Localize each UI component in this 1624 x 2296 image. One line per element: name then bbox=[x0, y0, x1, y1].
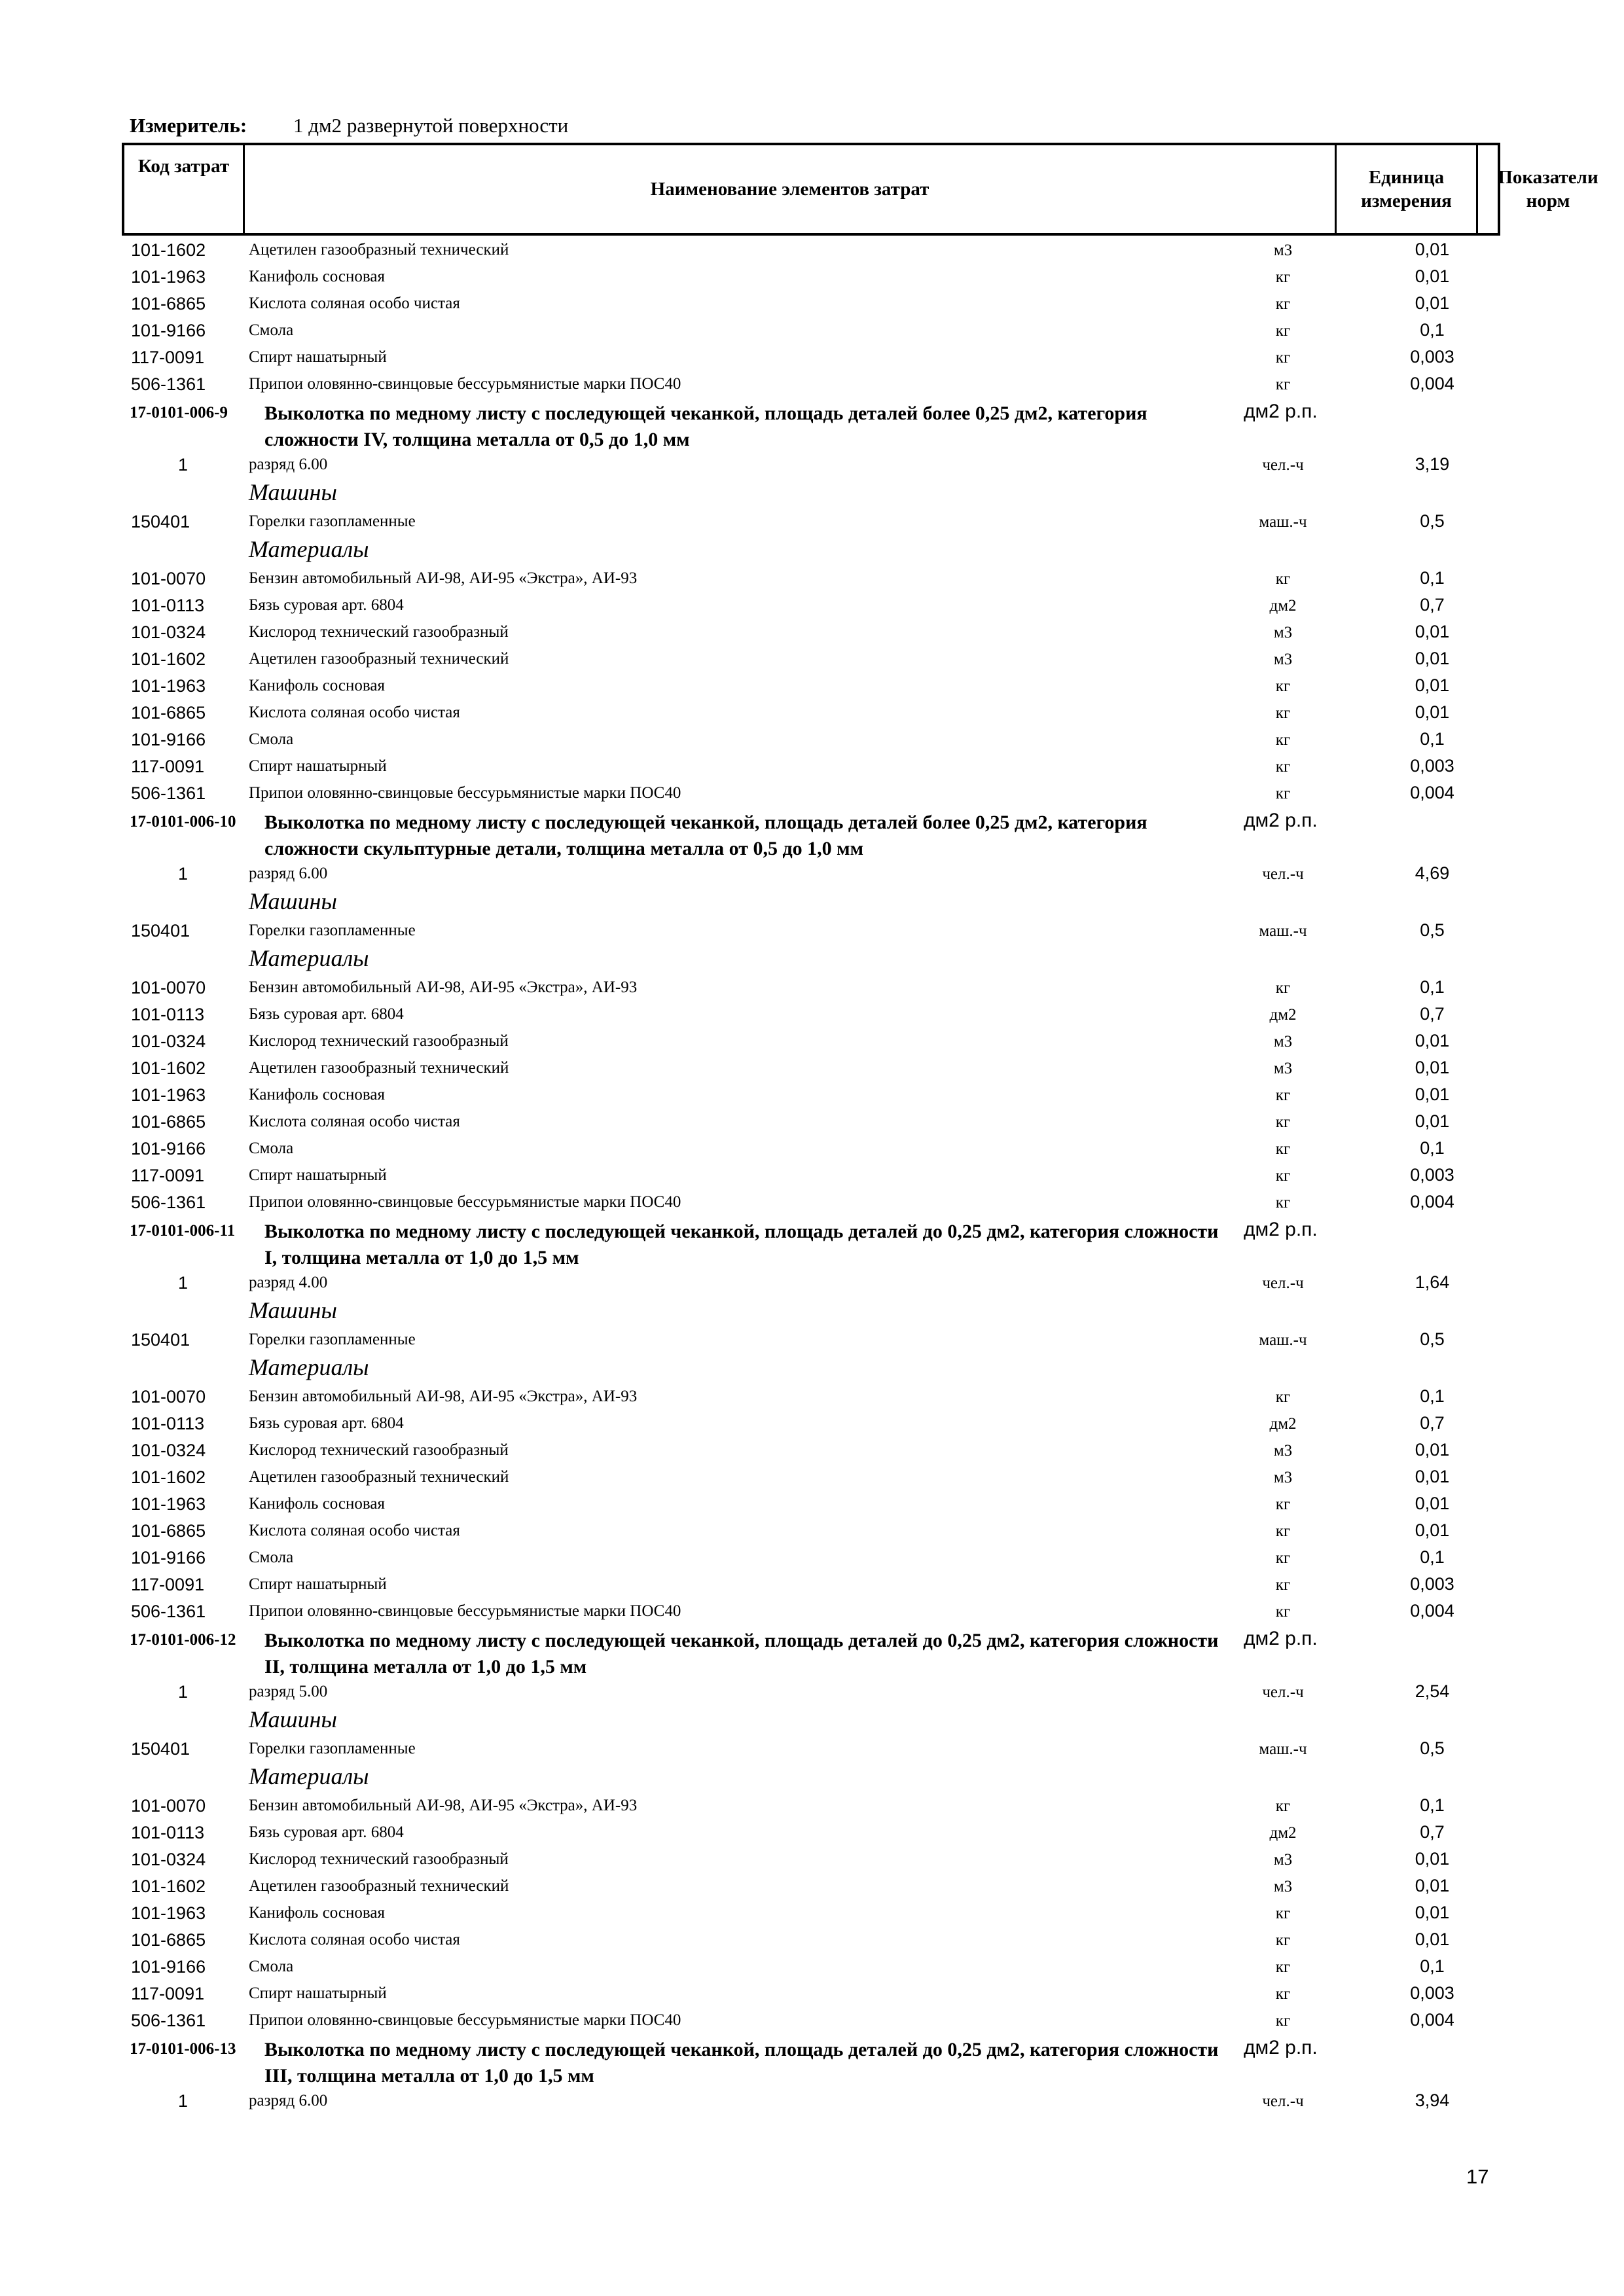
row-unit: м3 bbox=[1273, 1442, 1293, 1460]
row-unit: кг bbox=[1275, 1194, 1291, 1211]
table-row bbox=[0, 1189, 1624, 1216]
row-value: 0,01 bbox=[1415, 1440, 1450, 1460]
row-value: 0,5 bbox=[1420, 920, 1445, 940]
row-value: 1,64 bbox=[1415, 1272, 1450, 1292]
row-name: Бязь суровая арт. 6804 bbox=[249, 1823, 404, 1841]
table-row bbox=[0, 726, 1624, 753]
row-value: 0,01 bbox=[1415, 293, 1450, 313]
row-name: Кислота соляная особо чистая bbox=[249, 1113, 460, 1130]
table-row bbox=[0, 1270, 1624, 1297]
row-value: 0,01 bbox=[1415, 1929, 1450, 1949]
row-value: 0,004 bbox=[1410, 783, 1454, 802]
row-code: 150401 bbox=[131, 512, 190, 531]
table-row bbox=[0, 1598, 1624, 1625]
table-row bbox=[0, 291, 1624, 317]
row-name: Припои оловянно-свинцовые бессурьмянистые марки ПОС40 bbox=[249, 1193, 681, 1211]
row-value: 0,004 bbox=[1410, 2010, 1454, 2030]
row-code: 101-9166 bbox=[131, 1957, 206, 1977]
row-name: Кислород технический газообразный bbox=[249, 623, 509, 641]
table-row bbox=[0, 592, 1624, 619]
row-name: Ацетилен газообразный технический bbox=[249, 241, 509, 259]
table-row bbox=[0, 646, 1624, 673]
row-code: 101-0070 bbox=[131, 1387, 206, 1407]
row-name: Смола bbox=[249, 730, 294, 748]
row-value: 0,5 bbox=[1420, 1329, 1445, 1349]
row-value: 0,01 bbox=[1415, 675, 1450, 695]
norm-title: Выколотка по медному листу с последующей чеканкой, площадь деталей до 0,25 дм2, категория сложности III, толщина металла от 1,0 до 1,5 мм bbox=[264, 2039, 1219, 2087]
row-code: 506-1361 bbox=[131, 2011, 206, 2030]
row-code: 101-1602 bbox=[131, 649, 206, 669]
row-unit: дм2 bbox=[1269, 1824, 1297, 1842]
row-name: Горелки газопламенные bbox=[249, 1740, 416, 1757]
row-unit: кг bbox=[1275, 1549, 1291, 1567]
table-row bbox=[0, 1410, 1624, 1437]
row-value: 0,1 bbox=[1420, 1138, 1445, 1158]
row-code: 101-6865 bbox=[131, 1930, 206, 1950]
row-code: 101-6865 bbox=[131, 703, 206, 723]
row-unit: м3 bbox=[1273, 1033, 1293, 1050]
table-row bbox=[0, 861, 1624, 888]
row-value: 0,01 bbox=[1415, 1903, 1450, 1922]
table-row bbox=[0, 1820, 1624, 1846]
row-code: 150401 bbox=[131, 1330, 190, 1350]
row-code: 117-0091 bbox=[131, 1166, 205, 1185]
row-value: 0,003 bbox=[1410, 347, 1454, 367]
row-code: 101-6865 bbox=[131, 294, 206, 314]
table-row bbox=[0, 1162, 1624, 1189]
norm-code: 17-0101-006-13 bbox=[130, 2040, 236, 2058]
row-unit: кг bbox=[1275, 268, 1291, 286]
table-row bbox=[0, 1545, 1624, 1571]
row-code: 506-1361 bbox=[131, 1602, 206, 1621]
row-unit: кг bbox=[1275, 1905, 1291, 1922]
row-code: 506-1361 bbox=[131, 783, 206, 803]
row-value: 0,1 bbox=[1420, 1956, 1445, 1976]
row-unit: кг bbox=[1275, 1167, 1291, 1185]
measurer-value: 1 дм2 развернутой поверхности bbox=[293, 114, 569, 137]
row-name: Ацетилен газообразный технический bbox=[249, 1877, 509, 1895]
row-value: 0,004 bbox=[1410, 1192, 1454, 1211]
table-row bbox=[0, 509, 1624, 535]
row-code: 101-0324 bbox=[131, 1850, 206, 1869]
row-unit: кг bbox=[1275, 295, 1291, 313]
table-row bbox=[0, 1384, 1624, 1410]
row-value: 0,003 bbox=[1410, 1983, 1454, 2003]
row-code: 101-0113 bbox=[131, 1823, 205, 1842]
table-row bbox=[0, 237, 1624, 264]
row-name: Припои оловянно-свинцовые бессурьмянистые марки ПОС40 bbox=[249, 375, 681, 393]
section-label: Материалы bbox=[249, 536, 369, 562]
row-unit: м3 bbox=[1273, 624, 1293, 641]
row-code: 150401 bbox=[131, 921, 190, 941]
table-row bbox=[0, 1082, 1624, 1109]
table-row bbox=[0, 918, 1624, 944]
table-row bbox=[0, 2088, 1624, 2115]
table-row bbox=[0, 1055, 1624, 1082]
row-value: 0,1 bbox=[1420, 1386, 1445, 1406]
row-code: 1 bbox=[178, 455, 189, 475]
row-code: 101-0113 bbox=[131, 1005, 205, 1024]
norm-heading bbox=[0, 807, 1624, 861]
row-unit: чел.-ч bbox=[1262, 1683, 1304, 1701]
row-value: 0,7 bbox=[1420, 1004, 1445, 1024]
row-unit: чел.-ч bbox=[1262, 1274, 1304, 1292]
row-code: 101-1602 bbox=[131, 1467, 206, 1487]
row-value: 0,01 bbox=[1415, 1031, 1450, 1050]
row-name: Спирт нашатырный bbox=[249, 348, 387, 366]
row-value: 0,01 bbox=[1415, 266, 1450, 286]
row-name: Спирт нашатырный bbox=[249, 1575, 387, 1593]
table-row bbox=[0, 1846, 1624, 1873]
row-name: Бязь суровая арт. 6804 bbox=[249, 1005, 404, 1023]
row-unit: кг bbox=[1275, 1113, 1291, 1131]
row-value: 0,01 bbox=[1415, 649, 1450, 668]
norm-heading bbox=[0, 2034, 1624, 2088]
row-name: Кислота соляная особо чистая bbox=[249, 295, 460, 312]
row-value: 0,01 bbox=[1415, 1520, 1450, 1540]
row-name: Кислород технический газообразный bbox=[249, 1850, 509, 1868]
row-name: Бензин автомобильный АИ-98, АИ-95 «Экстра», АИ-93 bbox=[249, 1797, 638, 1814]
table-row bbox=[0, 2007, 1624, 2034]
row-name: Горелки газопламенные bbox=[249, 1331, 416, 1348]
table-row bbox=[0, 1981, 1624, 2007]
row-value: 0,7 bbox=[1420, 595, 1445, 615]
table-row bbox=[0, 1437, 1624, 1464]
row-value: 0,01 bbox=[1415, 1467, 1450, 1486]
row-unit: кг bbox=[1275, 731, 1291, 749]
table-row bbox=[0, 1518, 1624, 1545]
row-name: Спирт нашатырный bbox=[249, 1166, 387, 1184]
row-value: 0,01 bbox=[1415, 1058, 1450, 1077]
row-name: Канифоль сосновая bbox=[249, 1495, 385, 1513]
row-code: 101-0324 bbox=[131, 622, 206, 642]
row-unit: маш.-ч bbox=[1259, 1740, 1307, 1758]
row-name: Ацетилен газообразный технический bbox=[249, 1059, 509, 1077]
row-unit: дм2 bbox=[1269, 597, 1297, 615]
row-code: 101-6865 bbox=[131, 1521, 206, 1541]
row-name: Кислота соляная особо чистая bbox=[249, 1522, 460, 1539]
row-name: Канифоль сосновая bbox=[249, 268, 385, 285]
row-unit: кг bbox=[1275, 1140, 1291, 1158]
row-unit: кг bbox=[1275, 322, 1291, 340]
table-row bbox=[0, 344, 1624, 371]
row-name: Смола bbox=[249, 1139, 294, 1157]
row-value: 0,01 bbox=[1415, 1876, 1450, 1895]
table-row bbox=[0, 619, 1624, 646]
row-name: Бензин автомобильный АИ-98, АИ-95 «Экстра», АИ-93 bbox=[249, 569, 638, 587]
section-label: Машины bbox=[249, 1297, 337, 1323]
row-name: Бязь суровая арт. 6804 bbox=[249, 1414, 404, 1432]
table-row bbox=[0, 371, 1624, 398]
table-row bbox=[0, 1464, 1624, 1491]
row-unit: кг bbox=[1275, 704, 1291, 722]
row-code: 101-1963 bbox=[131, 676, 206, 696]
norm-title: Выколотка по медному листу с последующей чеканкой, площадь деталей более 0,25 дм2, категория сложности скульптурные детали, толщина металла от 0,5 до 1,0 мм bbox=[264, 812, 1147, 859]
norm-title: Выколотка по медному листу с последующей чеканкой, площадь деталей более 0,25 дм2, категория сложности IV, толщина металла от 0,5 до 1,0 мм bbox=[264, 403, 1147, 450]
row-value: 0,1 bbox=[1420, 977, 1445, 997]
row-code: 101-1963 bbox=[131, 1085, 206, 1105]
row-name: Горелки газопламенные bbox=[249, 512, 416, 530]
row-unit: маш.-ч bbox=[1259, 513, 1307, 531]
row-name: Ацетилен газообразный технический bbox=[249, 1468, 509, 1486]
table-row bbox=[0, 1327, 1624, 1354]
row-code: 117-0091 bbox=[131, 1984, 205, 2003]
row-code: 506-1361 bbox=[131, 1193, 206, 1212]
row-name: Припои оловянно-свинцовые бессурьмянистые марки ПОС40 bbox=[249, 784, 681, 802]
row-unit: кг bbox=[1275, 979, 1291, 997]
norm-unit: дм2 р.п. bbox=[1244, 810, 1318, 831]
row-value: 0,01 bbox=[1415, 622, 1450, 641]
table-row bbox=[0, 753, 1624, 780]
row-name: Канифоль сосновая bbox=[249, 1086, 385, 1103]
row-value: 0,01 bbox=[1415, 240, 1450, 259]
table-row bbox=[0, 1491, 1624, 1518]
row-unit: кг bbox=[1275, 1522, 1291, 1540]
row-name: разряд 4.00 bbox=[249, 1274, 328, 1291]
row-unit: кг bbox=[1275, 376, 1291, 393]
row-value: 0,7 bbox=[1420, 1822, 1445, 1842]
row-name: Кислород технический газообразный bbox=[249, 1032, 509, 1050]
row-unit: чел.-ч bbox=[1262, 865, 1304, 883]
row-code: 101-0113 bbox=[131, 1414, 205, 1433]
norm-code: 17-0101-006-10 bbox=[130, 813, 236, 831]
row-name: Канифоль сосновая bbox=[249, 1904, 385, 1922]
row-unit: кг bbox=[1275, 1985, 1291, 2003]
row-value: 0,01 bbox=[1415, 1085, 1450, 1104]
row-code: 101-9166 bbox=[131, 321, 206, 340]
row-value: 0,1 bbox=[1420, 1795, 1445, 1815]
row-unit: кг bbox=[1275, 1931, 1291, 1949]
table-row bbox=[0, 317, 1624, 344]
row-code: 1 bbox=[178, 1273, 189, 1293]
row-value: 0,01 bbox=[1415, 1111, 1450, 1131]
header-unit: Единица измерения bbox=[1337, 145, 1478, 233]
row-unit: кг bbox=[1275, 1086, 1291, 1104]
row-name: Смола bbox=[249, 1549, 294, 1566]
header-norm: Показатели норм bbox=[1498, 166, 1598, 211]
row-name: Спирт нашатырный bbox=[249, 1984, 387, 2002]
header-name: Наименование элементов затрат bbox=[245, 145, 1337, 233]
table-row bbox=[0, 1793, 1624, 1820]
row-unit: м3 bbox=[1273, 1851, 1293, 1869]
row-code: 101-0113 bbox=[131, 596, 205, 615]
row-value: 0,1 bbox=[1420, 320, 1445, 340]
section-label: Материалы bbox=[249, 945, 369, 971]
row-code: 101-1602 bbox=[131, 1876, 206, 1896]
row-name: разряд 6.00 bbox=[249, 456, 328, 473]
row-name: Бязь суровая арт. 6804 bbox=[249, 596, 404, 614]
row-value: 0,01 bbox=[1415, 702, 1450, 722]
section-label: Материалы bbox=[249, 1354, 369, 1380]
table-row bbox=[0, 1900, 1624, 1927]
row-unit: м3 bbox=[1273, 242, 1293, 259]
row-unit: м3 bbox=[1273, 1469, 1293, 1486]
row-code: 117-0091 bbox=[131, 757, 205, 776]
row-name: Кислота соляная особо чистая bbox=[249, 1931, 460, 1948]
row-name: Припои оловянно-свинцовые бессурьмянистые марки ПОС40 bbox=[249, 2011, 681, 2029]
row-value: 0,01 bbox=[1415, 1494, 1450, 1513]
row-value: 2,54 bbox=[1415, 1681, 1450, 1701]
row-unit: дм2 bbox=[1269, 1006, 1297, 1024]
row-unit: кг bbox=[1275, 570, 1291, 588]
row-unit: м3 bbox=[1273, 1060, 1293, 1077]
row-unit: м3 bbox=[1273, 1878, 1293, 1895]
norm-heading bbox=[0, 1216, 1624, 1270]
row-value: 0,004 bbox=[1410, 374, 1454, 393]
section-label: Материалы bbox=[249, 1763, 369, 1789]
row-value: 4,69 bbox=[1415, 863, 1450, 883]
row-unit: дм2 bbox=[1269, 1415, 1297, 1433]
section-label: Машины bbox=[249, 479, 337, 505]
norm-heading bbox=[0, 1625, 1624, 1679]
row-unit: кг bbox=[1275, 1603, 1291, 1621]
row-code: 101-9166 bbox=[131, 1139, 206, 1158]
norm-title: Выколотка по медному листу с последующей чеканкой, площадь деталей до 0,25 дм2, категория сложности II, толщина металла от 1,0 до 1,5 мм bbox=[264, 1630, 1219, 1677]
header-code: Код затрат bbox=[124, 145, 245, 233]
row-code: 101-0070 bbox=[131, 569, 206, 588]
row-unit: м3 bbox=[1273, 651, 1293, 668]
row-unit: кг bbox=[1275, 785, 1291, 802]
row-unit: кг bbox=[1275, 2012, 1291, 2030]
row-code: 117-0091 bbox=[131, 1575, 205, 1594]
row-unit: чел.-ч bbox=[1262, 2092, 1304, 2110]
table-row bbox=[0, 1679, 1624, 1706]
row-code: 101-1963 bbox=[131, 267, 206, 287]
table-row bbox=[0, 264, 1624, 291]
row-code: 1 bbox=[178, 2091, 189, 2111]
row-code: 101-0070 bbox=[131, 1796, 206, 1816]
table-row bbox=[0, 1571, 1624, 1598]
row-code: 1 bbox=[178, 864, 189, 884]
row-unit: маш.-ч bbox=[1259, 1331, 1307, 1349]
norm-heading bbox=[0, 398, 1624, 452]
row-unit: кг bbox=[1275, 1388, 1291, 1406]
row-unit: кг bbox=[1275, 1576, 1291, 1594]
row-name: Кислота соляная особо чистая bbox=[249, 704, 460, 721]
norm-unit: дм2 р.п. bbox=[1244, 2037, 1318, 2058]
row-name: разряд 5.00 bbox=[249, 1683, 328, 1700]
table-row bbox=[0, 1927, 1624, 1954]
row-code: 101-0324 bbox=[131, 1031, 206, 1051]
row-code: 101-1602 bbox=[131, 240, 206, 260]
row-value: 0,5 bbox=[1420, 1738, 1445, 1758]
row-unit: кг bbox=[1275, 758, 1291, 776]
row-unit: маш.-ч bbox=[1259, 922, 1307, 940]
row-code: 101-9166 bbox=[131, 1548, 206, 1568]
row-name: Кислород технический газообразный bbox=[249, 1441, 509, 1459]
measurer-label: Измеритель: bbox=[130, 114, 247, 137]
table-row bbox=[0, 975, 1624, 1001]
norm-unit: дм2 р.п. bbox=[1244, 1219, 1318, 1240]
row-value: 0,1 bbox=[1420, 729, 1445, 749]
row-name: Бензин автомобильный АИ-98, АИ-95 «Экстра», АИ-93 bbox=[249, 1388, 638, 1405]
table-row bbox=[0, 1954, 1624, 1981]
row-value: 0,003 bbox=[1410, 756, 1454, 776]
row-name: Смола bbox=[249, 1958, 294, 1975]
row-name: разряд 6.00 bbox=[249, 2092, 328, 2109]
row-value: 0,7 bbox=[1420, 1413, 1445, 1433]
row-code: 150401 bbox=[131, 1739, 190, 1759]
row-name: Смола bbox=[249, 321, 294, 339]
row-name: Канифоль сосновая bbox=[249, 677, 385, 694]
row-code: 1 bbox=[178, 1682, 189, 1702]
row-name: Горелки газопламенные bbox=[249, 922, 416, 939]
table-row bbox=[0, 1001, 1624, 1028]
row-value: 0,1 bbox=[1420, 568, 1445, 588]
row-code: 101-6865 bbox=[131, 1112, 206, 1132]
norm-title: Выколотка по медному листу с последующей чеканкой, площадь деталей до 0,25 дм2, категория сложности I, толщина металла от 1,0 до 1,5 мм bbox=[264, 1221, 1219, 1268]
row-name: Бензин автомобильный АИ-98, АИ-95 «Экстра», АИ-93 bbox=[249, 978, 638, 996]
row-unit: кг bbox=[1275, 1797, 1291, 1815]
row-value: 0,003 bbox=[1410, 1574, 1454, 1594]
row-value: 0,1 bbox=[1420, 1547, 1445, 1567]
norm-unit: дм2 р.п. bbox=[1244, 401, 1318, 422]
row-code: 117-0091 bbox=[131, 348, 205, 367]
section-label: Машины bbox=[249, 888, 337, 914]
table-row bbox=[0, 1873, 1624, 1900]
row-unit: чел.-ч bbox=[1262, 456, 1304, 474]
row-unit: кг bbox=[1275, 1496, 1291, 1513]
norm-code: 17-0101-006-11 bbox=[130, 1222, 236, 1240]
row-value: 0,003 bbox=[1410, 1165, 1454, 1185]
norm-unit: дм2 р.п. bbox=[1244, 1628, 1318, 1649]
row-code: 506-1361 bbox=[131, 374, 206, 394]
row-value: 0,01 bbox=[1415, 1849, 1450, 1869]
row-value: 0,004 bbox=[1410, 1601, 1454, 1621]
row-code: 101-1602 bbox=[131, 1058, 206, 1078]
page-number: 17 bbox=[1466, 2165, 1489, 2188]
row-name: разряд 6.00 bbox=[249, 865, 328, 882]
row-code: 101-0324 bbox=[131, 1441, 206, 1460]
row-code: 101-0070 bbox=[131, 978, 206, 997]
row-unit: кг bbox=[1275, 1958, 1291, 1976]
section-label: Машины bbox=[249, 1706, 337, 1732]
row-name: Спирт нашатырный bbox=[249, 757, 387, 775]
table-row bbox=[0, 700, 1624, 726]
row-value: 3,94 bbox=[1415, 2090, 1450, 2110]
row-unit: кг bbox=[1275, 677, 1291, 695]
row-name: Ацетилен газообразный технический bbox=[249, 650, 509, 668]
table-row bbox=[0, 673, 1624, 700]
table-row bbox=[0, 1136, 1624, 1162]
row-name: Припои оловянно-свинцовые бессурьмянистые марки ПОС40 bbox=[249, 1602, 681, 1620]
row-code: 101-1963 bbox=[131, 1903, 206, 1923]
table-row bbox=[0, 452, 1624, 478]
norm-code: 17-0101-006-12 bbox=[130, 1631, 236, 1649]
row-value: 0,5 bbox=[1420, 511, 1445, 531]
table-row bbox=[0, 1736, 1624, 1763]
row-code: 101-1963 bbox=[131, 1494, 206, 1514]
norm-code: 17-0101-006-9 bbox=[130, 404, 228, 422]
table-row bbox=[0, 780, 1624, 807]
row-code: 101-9166 bbox=[131, 730, 206, 749]
table-row bbox=[0, 1109, 1624, 1136]
row-value: 3,19 bbox=[1415, 454, 1450, 474]
row-unit: кг bbox=[1275, 349, 1291, 367]
table-row bbox=[0, 565, 1624, 592]
table-row bbox=[0, 1028, 1624, 1055]
